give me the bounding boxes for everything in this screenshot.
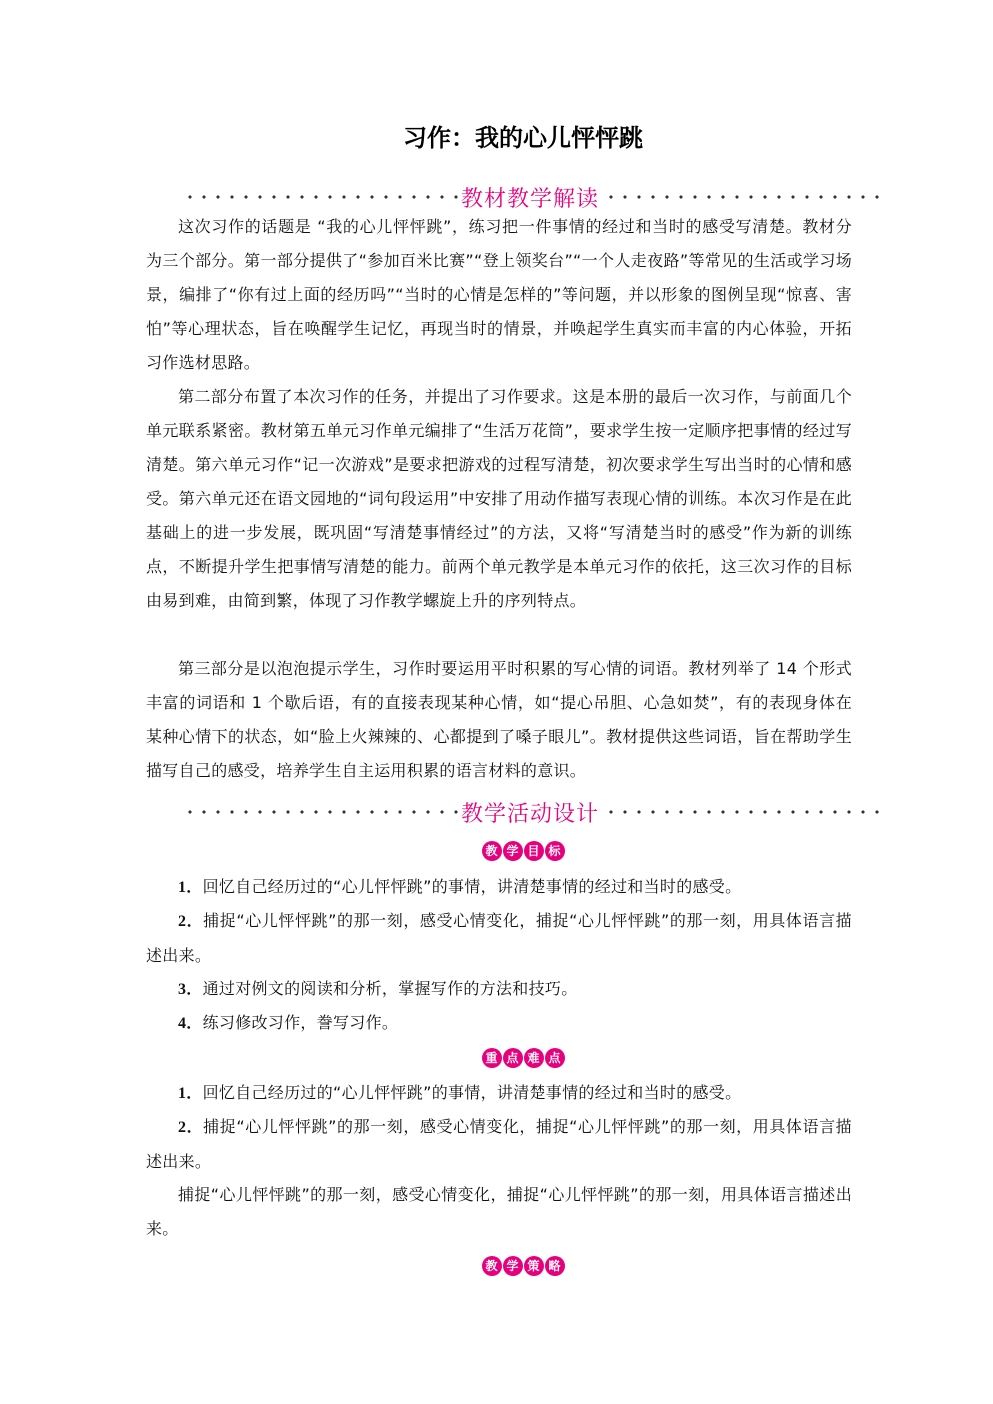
item-number: 2． (178, 913, 204, 930)
item-text: 捕捉“心儿怦怦跳”的那一刻，感受心情变化，捕捉“心儿怦怦跳”的那一刻，用具体语言描述出来。 (146, 1117, 852, 1171)
badge-char: 策 (524, 1256, 544, 1276)
key-point-item (146, 1076, 852, 1111)
badge-teaching-strategy (0, 1256, 993, 1276)
item-text: 回忆自己经历过的“心儿怦怦跳”的事情，讲清楚事情的经过和当时的感受。 (202, 877, 742, 896)
dotted-divider-left (180, 810, 459, 814)
section-header-activity-design (180, 795, 880, 829)
badge-char: 标 (545, 841, 565, 861)
badge-key-points (0, 1048, 993, 1068)
item-number: 1． (178, 1085, 203, 1102)
badge-char: 学 (503, 1256, 523, 1276)
goal-item (146, 904, 852, 973)
item-text: 回忆自己经历过的“心儿怦怦跳”的事情，讲清楚事情的经过和当时的感受。 (202, 1083, 742, 1102)
section-title: 教学活动设计 (461, 801, 600, 827)
item-number: 3． (178, 981, 203, 998)
dotted-divider-left (180, 195, 459, 199)
badge-char: 目 (524, 841, 544, 861)
paragraph: 这次习作的话题是 “我的心儿怦怦跳”，练习把一件事情的经过和当时的感受写清楚。教材分为三个部分。第一部分提供了“参加百米比赛”“登上领奖台”“一个人走夜路”等常见的生活或学习场景，编排了“你有过上面的经历吗”“当时的心情是怎样的”等问题，并以形象的图例呈现“惊喜、害怕”等心理状态，旨在唤醒学生记忆，再现当时的情景，并唤起学生真实而丰富的内心体验，开拓习作选材思路。 (146, 217, 852, 372)
badge-char: 略 (545, 1256, 565, 1276)
item-number: 2． (178, 1119, 204, 1136)
badge-teaching-goals (0, 841, 993, 861)
badge-char: 难 (524, 1048, 544, 1068)
goal-item (146, 1006, 852, 1041)
badge-char: 学 (503, 841, 523, 861)
key-point-item (146, 1110, 852, 1179)
section-title: 教材教学解读 (461, 186, 600, 212)
difficulty-paragraph: 捕捉“心儿怦怦跳”的那一刻，感受心情变化，捕捉“心儿怦怦跳”的那一刻，用具体语言描述出来。 (146, 1185, 852, 1238)
item-text: 通过对例文的阅读和分析，掌握写作的方法和技巧。 (202, 979, 578, 998)
badge-char: 重 (482, 1048, 502, 1068)
goal-item (146, 972, 852, 1007)
section-header-interpretation (180, 180, 880, 214)
badge-char: 点 (503, 1048, 523, 1068)
dotted-divider-right (601, 195, 880, 199)
item-text: 练习修改习作，誊写习作。 (202, 1013, 399, 1032)
goal-item (146, 870, 852, 905)
badge-char: 教 (482, 1256, 502, 1276)
paragraph: 第二部分布置了本次习作的任务，并提出了习作要求。这是本册的最后一次习作，与前面几个单元联系紧密。教材第五单元习作单元编排了“生活万花筒”，要求学生按一定顺序把事情的经过写清楚。第六单元习作“记一次游戏”是要求把游戏的过程写清楚，初次要求学生写出当时的心情和感受。第六单元还在语文园地的“词句段运用”中安排了用动作描写表现心情的训练。本次习作是在此基础上的进一步发展，既巩固“写清楚事情经过”的方法，又将“写清楚当时的感受”作为新的训练点，不断提升学生把事情写清楚的能力。前两个单元教学是本单元习作的依托，这三次习作的目标由易到难，由简到繁，体现了习作教学螺旋上升的序列特点。 (146, 387, 852, 610)
paragraph: 第三部分是以泡泡提示学生，习作时要运用平时积累的写心情的词语。教材列举了 14 个形式丰富的词语和 1 个歇后语，有的直接表现某种心情，如“提心吊胆、心急如焚”，有的表现身体在某种心情下的状态，如“脸上火辣辣的、心都提到了嗓子眼儿”。教材提供这些词语，旨在帮助学生描写自己的感受，培养学生自主运用积累的语言材料的意识。 (146, 659, 852, 780)
item-text: 捕捉“心儿怦怦跳”的那一刻，感受心情变化，捕捉“心儿怦怦跳”的那一刻，用具体语言描述出来。 (146, 911, 852, 965)
badge-char: 教 (482, 841, 502, 861)
badge-char: 点 (545, 1048, 565, 1068)
item-number: 1． (178, 879, 203, 896)
page-title: 习作：我的心儿怦怦跳 (403, 123, 643, 152)
dotted-divider-right (601, 810, 880, 814)
item-number: 4． (178, 1015, 203, 1032)
